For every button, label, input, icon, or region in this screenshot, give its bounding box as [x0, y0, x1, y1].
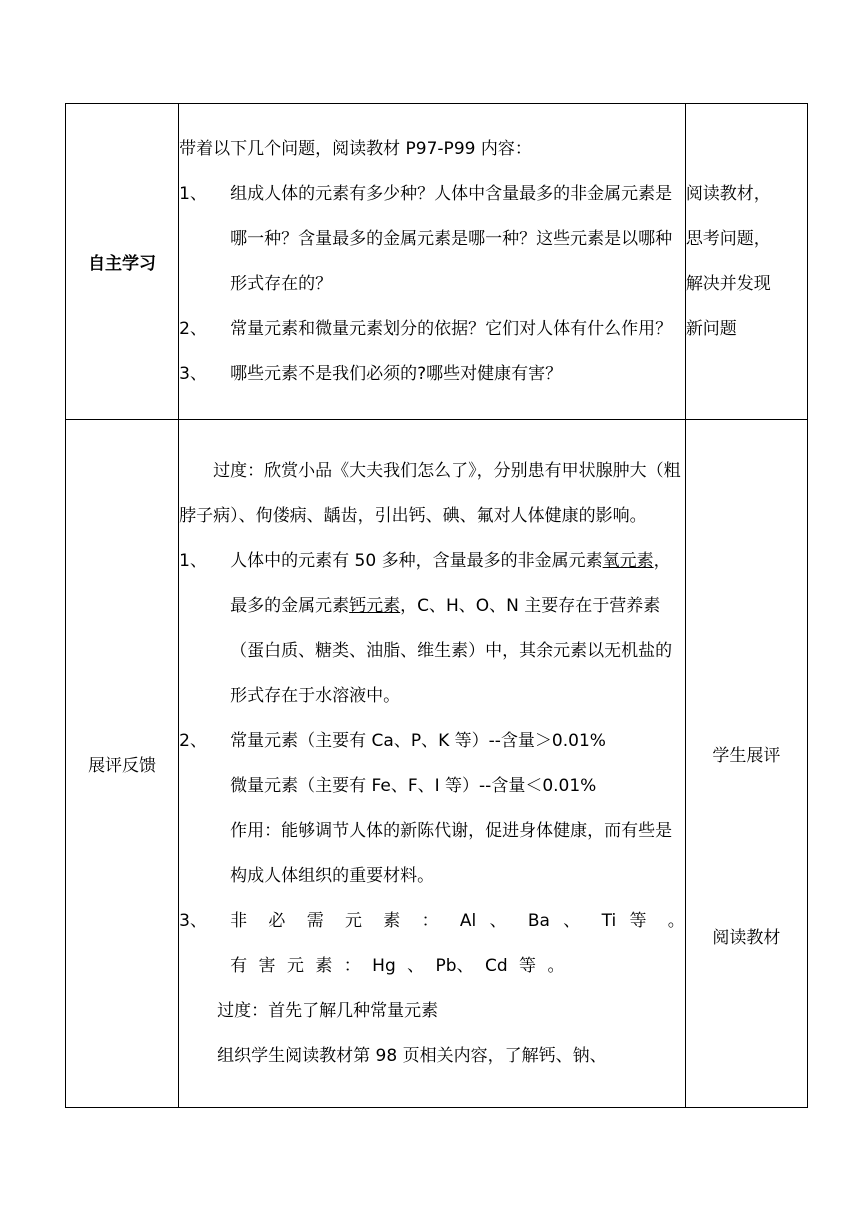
answer-part: ，最多的金属元素	[230, 550, 671, 616]
question-text: 常量元素和微量元素划分的依据？它们对人体有什么作用？	[230, 318, 673, 339]
row-self-study	[66, 104, 808, 420]
row-feedback	[66, 420, 808, 1108]
transition-text: 过度：首先了解几种常量元素	[217, 1000, 439, 1021]
trace-element-line: 微量元素（主要有 Fe、F、I 等）--含量＜0.01%	[230, 775, 597, 796]
question-number: 3、	[179, 363, 207, 384]
activity-line: 阅读教材	[712, 928, 781, 948]
answer-number: 1、	[179, 550, 207, 571]
answer-text	[230, 899, 685, 989]
question-number: 2、	[179, 318, 207, 339]
intro-text: 带着以下几个问题，阅读教材 P97-P99 内容：	[179, 138, 532, 159]
label-feedback: 展评反馈	[66, 420, 179, 1108]
nonessential-line: 非 必 需 元 素 ： Al 、 Ba 、 Ti 等 。	[230, 910, 685, 931]
highlight-oxygen: 氧元素	[602, 550, 654, 571]
answer-text	[230, 719, 685, 899]
highlight-calcium: 钙元素	[349, 595, 401, 616]
activity-line: 思考问题，	[685, 228, 771, 249]
answer-3	[179, 899, 685, 989]
organize-text: 组织学生阅读教材第 98 页相关内容，了解钙、钠、	[217, 1045, 607, 1066]
label-self-study: 自主学习	[66, 104, 179, 420]
feedback-content	[179, 420, 686, 1108]
transition-text: 过度：欣赏小品《大夫我们怎么了》，分别患有甲状腺肿大（粗脖子病）、佝偻病、龋齿，引出钙、碘、氟对人体健康的影响。	[179, 460, 681, 526]
function-line: 作用：能够调节人体的新陈代谢，促进身体健康，而有些是构成人体组织的重要材料。	[230, 820, 673, 886]
harmful-line: 有 害 元 素 ： Hg 、 Pb、 Cd 等 。	[230, 955, 565, 976]
answer-number: 3、	[179, 910, 207, 931]
question-1	[179, 172, 685, 307]
question-number: 1、	[179, 183, 207, 204]
activity-line: 新问题	[685, 318, 737, 339]
self-study-activity	[685, 104, 807, 420]
answer-part: 人体中的元素有 50 多种，含量最多的非金属元素	[230, 550, 603, 571]
feedback-activity	[685, 420, 807, 1108]
question-text: 哪些元素不是我们必须的?哪些对健康有害？	[230, 363, 563, 384]
question-text: 组成人体的元素有多少种？人体中含量最多的非金属元素是哪一种？含量最多的金属元素是哪一种？这些元素是以哪种形式存在的？	[230, 183, 673, 294]
answer-2	[179, 719, 685, 899]
self-study-content	[179, 104, 686, 420]
answer-1	[179, 539, 685, 719]
activity-line: 阅读教材，	[685, 183, 771, 204]
answer-text	[230, 539, 685, 719]
activity-line: 解决并发现	[685, 273, 771, 294]
lesson-plan-table	[65, 103, 808, 1108]
macro-element-line: 常量元素（主要有 Ca、P、K 等）--含量＞0.01%	[230, 730, 606, 751]
question-2	[179, 307, 685, 352]
answer-number: 2、	[179, 730, 207, 751]
activity-line: 学生展评	[712, 746, 781, 766]
answer-part: ，C、H、O、N 主要存在于营养素（蛋白质、糖类、油脂、维生素）中，其余元素以无机盐的形式存在于水溶液中。	[230, 595, 673, 706]
question-3	[179, 352, 685, 397]
